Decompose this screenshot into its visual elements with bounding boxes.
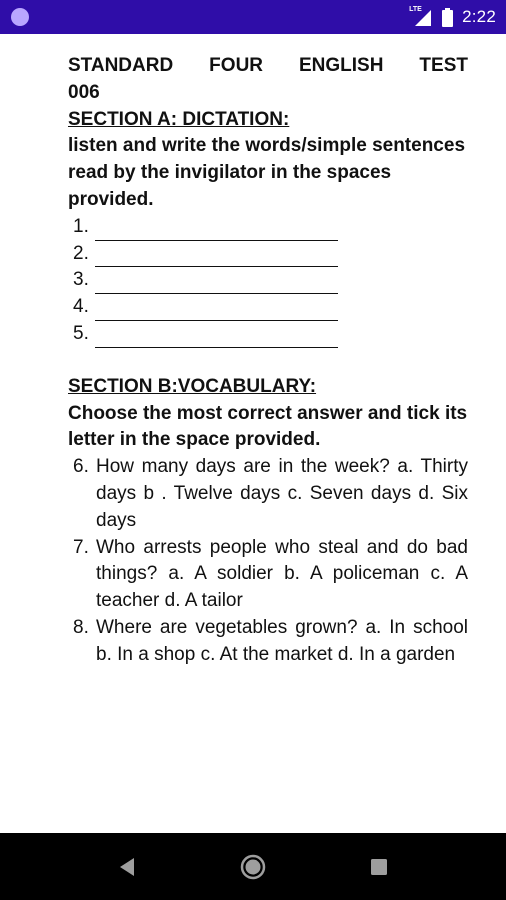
home-circle-icon <box>239 853 267 881</box>
dictation-item <box>73 214 468 241</box>
answer-blank <box>95 274 338 294</box>
recents-square-icon <box>370 858 388 876</box>
dictation-number: 4. <box>73 296 89 318</box>
question-number: 8. <box>73 616 89 638</box>
network-label: LTE <box>409 6 422 13</box>
answer-blank <box>95 247 338 267</box>
answer-blank <box>95 301 338 321</box>
answer-blank <box>95 221 338 241</box>
section-a-heading: SECTION A: DICTATION: <box>68 108 290 130</box>
question-item <box>73 535 468 615</box>
dictation-item <box>73 321 468 348</box>
document-title: STANDARD FOUR ENGLISH TEST 006 <box>68 55 468 103</box>
home-button[interactable] <box>231 833 275 900</box>
status-bar <box>0 0 506 34</box>
recents-button[interactable] <box>357 833 401 900</box>
dictation-item <box>73 267 468 294</box>
battery-icon <box>442 8 453 27</box>
status-icons <box>411 0 496 34</box>
question-item <box>73 454 468 534</box>
document <box>68 53 468 665</box>
signal-lte-icon <box>411 8 433 26</box>
navigation-bar <box>0 833 506 900</box>
section-spacer <box>68 348 468 374</box>
question-text: Who arrests people who steal and do bad things? a. A soldier b. A policeman c. A teacher d. A tailor <box>96 536 468 612</box>
back-button[interactable] <box>105 833 149 900</box>
question-list <box>68 454 468 668</box>
dictation-number: 3. <box>73 269 89 291</box>
dictation-number: 2. <box>73 242 89 264</box>
status-time: 2:22 <box>462 7 496 26</box>
question-text: How many days are in the week? a. Thirty days b . Twelve days c. Seven days d. Six days <box>96 456 468 531</box>
section-a-instruction: listen and write the words/simple sentences read by the invigilator in the spaces provided. <box>68 135 466 210</box>
section-b-heading: SECTION B:VOCABULARY: <box>68 375 317 397</box>
dictation-number: 1. <box>73 215 89 237</box>
questions-viewport <box>68 454 468 665</box>
question-number: 6. <box>73 456 89 478</box>
question-item <box>73 615 468 669</box>
notification-icon <box>11 8 29 26</box>
dictation-list <box>68 214 468 348</box>
question-text: Where are vegetables grown? a. In school b. In a shop c. At the market d. In a garden <box>96 616 468 665</box>
section-b-instruction: Choose the most correct answer and tick its letter in the space provided. <box>68 402 468 451</box>
dictation-item <box>73 241 468 268</box>
back-triangle-icon <box>118 857 136 877</box>
question-number: 7. <box>73 536 89 558</box>
answer-blank <box>95 328 338 348</box>
dictation-number: 5. <box>73 322 89 344</box>
dictation-item <box>73 294 468 321</box>
